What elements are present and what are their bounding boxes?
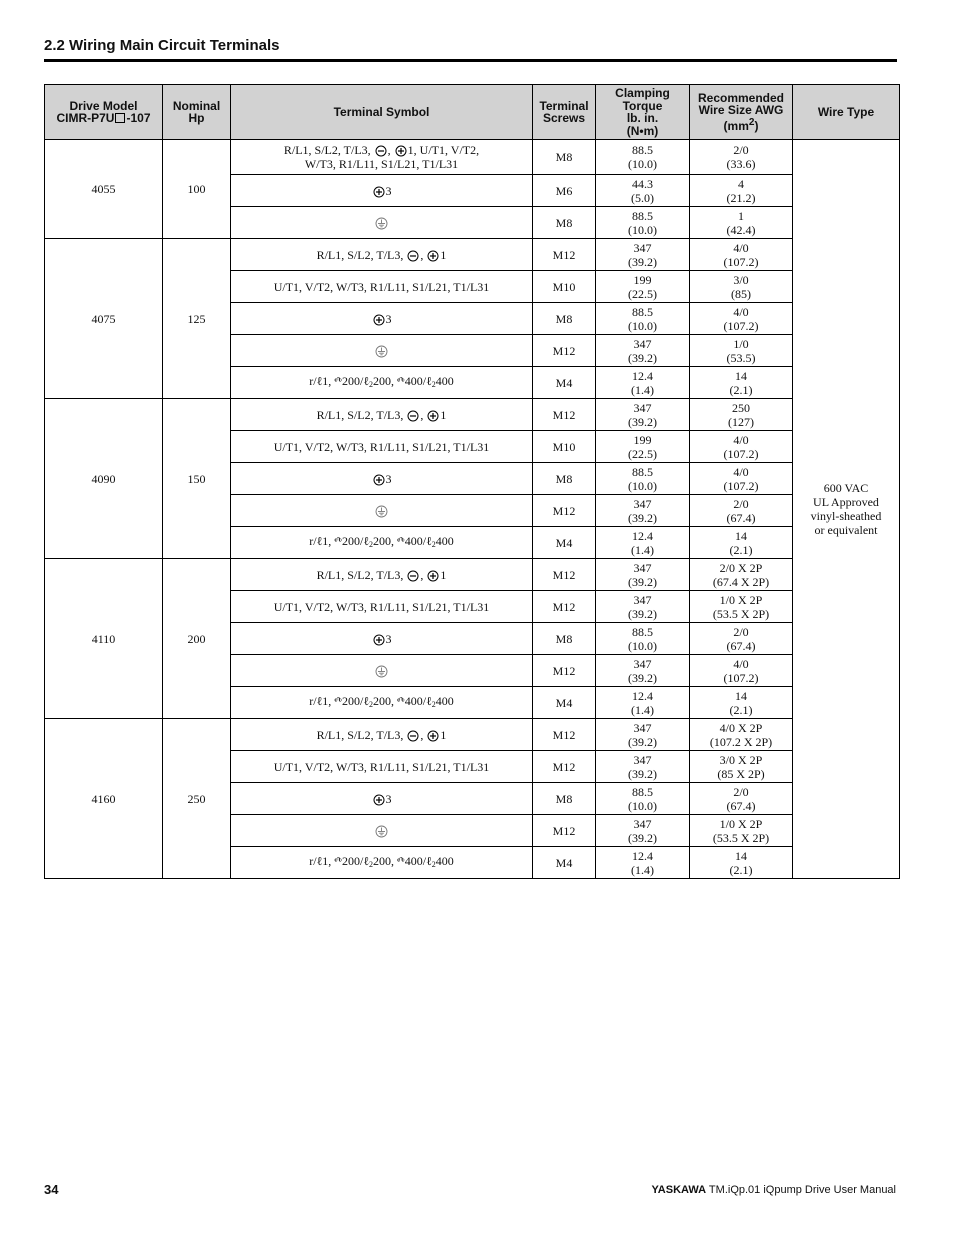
phase-icon: ⰴ	[334, 373, 342, 388]
phase-icon: ⰴ	[397, 373, 405, 388]
terminal-screw-cell: M8	[533, 303, 596, 335]
ground-terminal-icon	[375, 345, 388, 358]
terminal-symbol-cell: r/ℓ1, ⰴ200/ℓ$_2$200, ⰴ400/ℓ$_2$400	[231, 367, 533, 399]
terminal-symbol-cell: 3	[231, 175, 533, 207]
table-row	[45, 140, 900, 175]
terminal-screw-cell: M12	[533, 719, 596, 751]
clamping-torque-cell: 12.4 (1.4)	[596, 367, 690, 399]
clamping-torque-cell: 347 (39.2)	[596, 239, 690, 271]
terminal-screw-cell: M8	[533, 207, 596, 239]
wire-size-cell: 4/0 (107.2)	[690, 239, 793, 271]
plus-terminal-icon	[395, 145, 407, 157]
wire-size-cell: 250 (127)	[690, 399, 793, 431]
wire-size-cell: 14 (2.1)	[690, 847, 793, 879]
phase-icon: ⰴ	[397, 693, 405, 708]
plus-terminal-icon	[373, 186, 385, 198]
terminal-screw-cell: M8	[533, 783, 596, 815]
minus-terminal-icon	[407, 410, 419, 422]
terminal-screw-cell: M12	[533, 239, 596, 271]
section-title: 2.2 Wiring Main Circuit Terminals	[44, 37, 897, 62]
clamping-torque-cell: 347 (39.2)	[596, 559, 690, 591]
wire-size-cell: 14 (2.1)	[690, 527, 793, 559]
wire-size-cell: 4/0 X 2P (107.2 X 2P)	[690, 719, 793, 751]
terminal-screw-cell: M8	[533, 140, 596, 175]
clamping-torque-cell: 347 (39.2)	[596, 815, 690, 847]
wire-size-cell: 4 (21.2)	[690, 175, 793, 207]
drive-model-cell: 4075	[45, 239, 163, 399]
nominal-hp-cell: 250	[163, 719, 231, 879]
ground-terminal-icon	[375, 665, 388, 678]
plus-terminal-icon	[373, 634, 385, 646]
header-terminal-symbol: Terminal Symbol	[231, 85, 533, 140]
terminal-symbol-cell: r/ℓ1, ⰴ200/ℓ$_2$200, ⰴ400/ℓ$_2$400	[231, 687, 533, 719]
clamping-torque-cell: 199 (22.5)	[596, 431, 690, 463]
terminal-screw-cell: M12	[533, 751, 596, 783]
wire-size-cell: 2/0 (67.4)	[690, 495, 793, 527]
terminal-symbol-cell: r/ℓ1, ⰴ200/ℓ$_2$200, ⰴ400/ℓ$_2$400	[231, 847, 533, 879]
terminal-screw-cell: M12	[533, 335, 596, 367]
terminal-screw-cell: M10	[533, 431, 596, 463]
clamping-torque-cell: 347 (39.2)	[596, 751, 690, 783]
terminal-screw-cell: M12	[533, 495, 596, 527]
phase-icon: ⰴ	[397, 533, 405, 548]
plus-terminal-icon	[373, 474, 385, 486]
phase-icon: ⰴ	[397, 853, 405, 868]
drive-model-cell: 4055	[45, 140, 163, 239]
terminal-screw-cell: M12	[533, 591, 596, 623]
clamping-torque-cell: 347 (39.2)	[596, 495, 690, 527]
phase-icon: ⰴ	[334, 693, 342, 708]
ground-terminal-icon	[375, 505, 388, 518]
drive-model-cell: 4160	[45, 719, 163, 879]
terminal-symbol-cell: R/L1, S/L2, T/L3, , 1	[231, 559, 533, 591]
clamping-torque-cell: 44.3 (5.0)	[596, 175, 690, 207]
plus-terminal-icon	[373, 314, 385, 326]
clamping-torque-cell: 347 (39.2)	[596, 719, 690, 751]
wire-size-cell: 2/0 (67.4)	[690, 783, 793, 815]
terminal-screw-cell: M12	[533, 399, 596, 431]
terminal-symbol-cell: 3	[231, 623, 533, 655]
plus-terminal-icon	[427, 250, 439, 262]
wire-size-cell: 14 (2.1)	[690, 367, 793, 399]
clamping-torque-cell: 347 (39.2)	[596, 655, 690, 687]
terminal-screw-cell: M12	[533, 559, 596, 591]
header-wire-type: Wire Type	[793, 85, 900, 140]
header-nominal-hp: Nominal Hp	[163, 85, 231, 140]
drive-model-cell: 4110	[45, 559, 163, 719]
table-row	[45, 719, 900, 751]
terminal-symbol-cell	[231, 335, 533, 367]
clamping-torque-cell: 12.4 (1.4)	[596, 687, 690, 719]
terminal-screw-cell: M10	[533, 271, 596, 303]
terminal-symbol-cell: R/L1, S/L2, T/L3, , 1	[231, 719, 533, 751]
terminal-screw-cell: M4	[533, 687, 596, 719]
wire-size-cell: 4/0 (107.2)	[690, 303, 793, 335]
terminal-screw-cell: M12	[533, 815, 596, 847]
terminal-screw-cell: M4	[533, 367, 596, 399]
terminal-symbol-cell: U/T1, V/T2, W/T3, R1/L11, S1/L21, T1/L31	[231, 751, 533, 783]
wire-size-cell: 2/0 X 2P (67.4 X 2P)	[690, 559, 793, 591]
clamping-torque-cell: 88.5 (10.0)	[596, 463, 690, 495]
checkbox-placeholder-icon	[115, 113, 125, 123]
clamping-torque-cell: 88.5 (10.0)	[596, 623, 690, 655]
terminal-symbol-cell: U/T1, V/T2, W/T3, R1/L11, S1/L21, T1/L31	[231, 591, 533, 623]
header-drive-model: Drive Model CIMR-P7U -107	[45, 85, 163, 140]
table-body	[45, 140, 900, 879]
terminal-symbol-cell: 3	[231, 303, 533, 335]
clamping-torque-cell: 347 (39.2)	[596, 335, 690, 367]
wire-size-cell: 3/0 X 2P (85 X 2P)	[690, 751, 793, 783]
clamping-torque-cell: 347 (39.2)	[596, 399, 690, 431]
wire-size-cell: 3/0 (85)	[690, 271, 793, 303]
header-wire-size: Recommended Wire Size AWG $(mm^2)$	[690, 85, 793, 140]
clamping-torque-cell: 88.5 (10.0)	[596, 207, 690, 239]
plus-terminal-icon	[373, 794, 385, 806]
nominal-hp-cell: 150	[163, 399, 231, 559]
terminal-symbol-cell: R/L1, S/L2, T/L3, , 1, U/T1, V/T2, W/T3, R1/L11, S1/L21, T1/L31	[231, 140, 533, 175]
wire-size-cell: 14 (2.1)	[690, 687, 793, 719]
header-clamping-torque: Clamping Torque lb. in. (N•m)	[596, 85, 690, 140]
terminal-symbol-cell: U/T1, V/T2, W/T3, R1/L11, S1/L21, T1/L31	[231, 271, 533, 303]
plus-terminal-icon	[427, 570, 439, 582]
terminal-symbol-cell: R/L1, S/L2, T/L3, , 1	[231, 239, 533, 271]
clamping-torque-cell: 12.4 (1.4)	[596, 527, 690, 559]
phase-icon: ⰴ	[334, 853, 342, 868]
table-row	[45, 239, 900, 271]
clamping-torque-cell: 88.5 (10.0)	[596, 303, 690, 335]
minus-terminal-icon	[407, 250, 419, 262]
ground-terminal-icon	[375, 825, 388, 838]
wire-size-cell: 1/0 X 2P (53.5 X 2P)	[690, 591, 793, 623]
clamping-torque-cell: 88.5 (10.0)	[596, 783, 690, 815]
terminal-screw-cell: M8	[533, 623, 596, 655]
wire-size-cell: 4/0 (107.2)	[690, 463, 793, 495]
header-row	[45, 85, 900, 140]
clamping-torque-cell: 347 (39.2)	[596, 591, 690, 623]
wire-type-cell: 600 VAC UL Approved vinyl-sheathed or equivalent	[793, 140, 900, 879]
wire-size-cell: 2/0 (67.4)	[690, 623, 793, 655]
terminal-screw-cell: M6	[533, 175, 596, 207]
minus-terminal-icon	[407, 570, 419, 582]
wire-size-cell: 1/0 (53.5)	[690, 335, 793, 367]
clamping-torque-cell: 12.4 (1.4)	[596, 847, 690, 879]
terminal-screw-cell: M8	[533, 463, 596, 495]
manual-title: YASKAWA TM.iQp.01 iQpump Drive User Manual	[651, 1184, 896, 1196]
terminal-screw-cell: M12	[533, 655, 596, 687]
terminal-symbol-cell: U/T1, V/T2, W/T3, R1/L11, S1/L21, T1/L31	[231, 431, 533, 463]
minus-terminal-icon	[375, 145, 387, 157]
clamping-torque-cell: 199 (22.5)	[596, 271, 690, 303]
plus-terminal-icon	[427, 410, 439, 422]
ground-terminal-icon	[375, 217, 388, 230]
terminal-symbol-cell: 3	[231, 783, 533, 815]
drive-model-cell: 4090	[45, 399, 163, 559]
wire-size-cell: 1 (42.4)	[690, 207, 793, 239]
minus-terminal-icon	[407, 730, 419, 742]
nominal-hp-cell: 100	[163, 140, 231, 239]
wire-size-cell: 2/0 (33.6)	[690, 140, 793, 175]
nominal-hp-cell: 200	[163, 559, 231, 719]
wire-size-cell: 4/0 (107.2)	[690, 431, 793, 463]
clamping-torque-cell: 88.5 (10.0)	[596, 140, 690, 175]
terminal-symbol-cell	[231, 815, 533, 847]
terminal-symbol-cell	[231, 655, 533, 687]
phase-icon: ⰴ	[334, 533, 342, 548]
plus-terminal-icon	[427, 730, 439, 742]
wiring-table	[44, 84, 900, 879]
wire-size-cell: 4/0 (107.2)	[690, 655, 793, 687]
terminal-symbol-cell: 3	[231, 463, 533, 495]
page-number: 34	[44, 1182, 59, 1197]
nominal-hp-cell: 125	[163, 239, 231, 399]
terminal-symbol-cell	[231, 207, 533, 239]
header-terminal-screws: Terminal Screws	[533, 85, 596, 140]
terminal-symbol-cell: r/ℓ1, ⰴ200/ℓ$_2$200, ⰴ400/ℓ$_2$400	[231, 527, 533, 559]
wire-size-cell: 1/0 X 2P (53.5 X 2P)	[690, 815, 793, 847]
terminal-symbol-cell	[231, 495, 533, 527]
terminal-symbol-cell: R/L1, S/L2, T/L3, , 1	[231, 399, 533, 431]
terminal-screw-cell: M4	[533, 527, 596, 559]
terminal-screw-cell: M4	[533, 847, 596, 879]
table-row	[45, 559, 900, 591]
table-row	[45, 399, 900, 431]
